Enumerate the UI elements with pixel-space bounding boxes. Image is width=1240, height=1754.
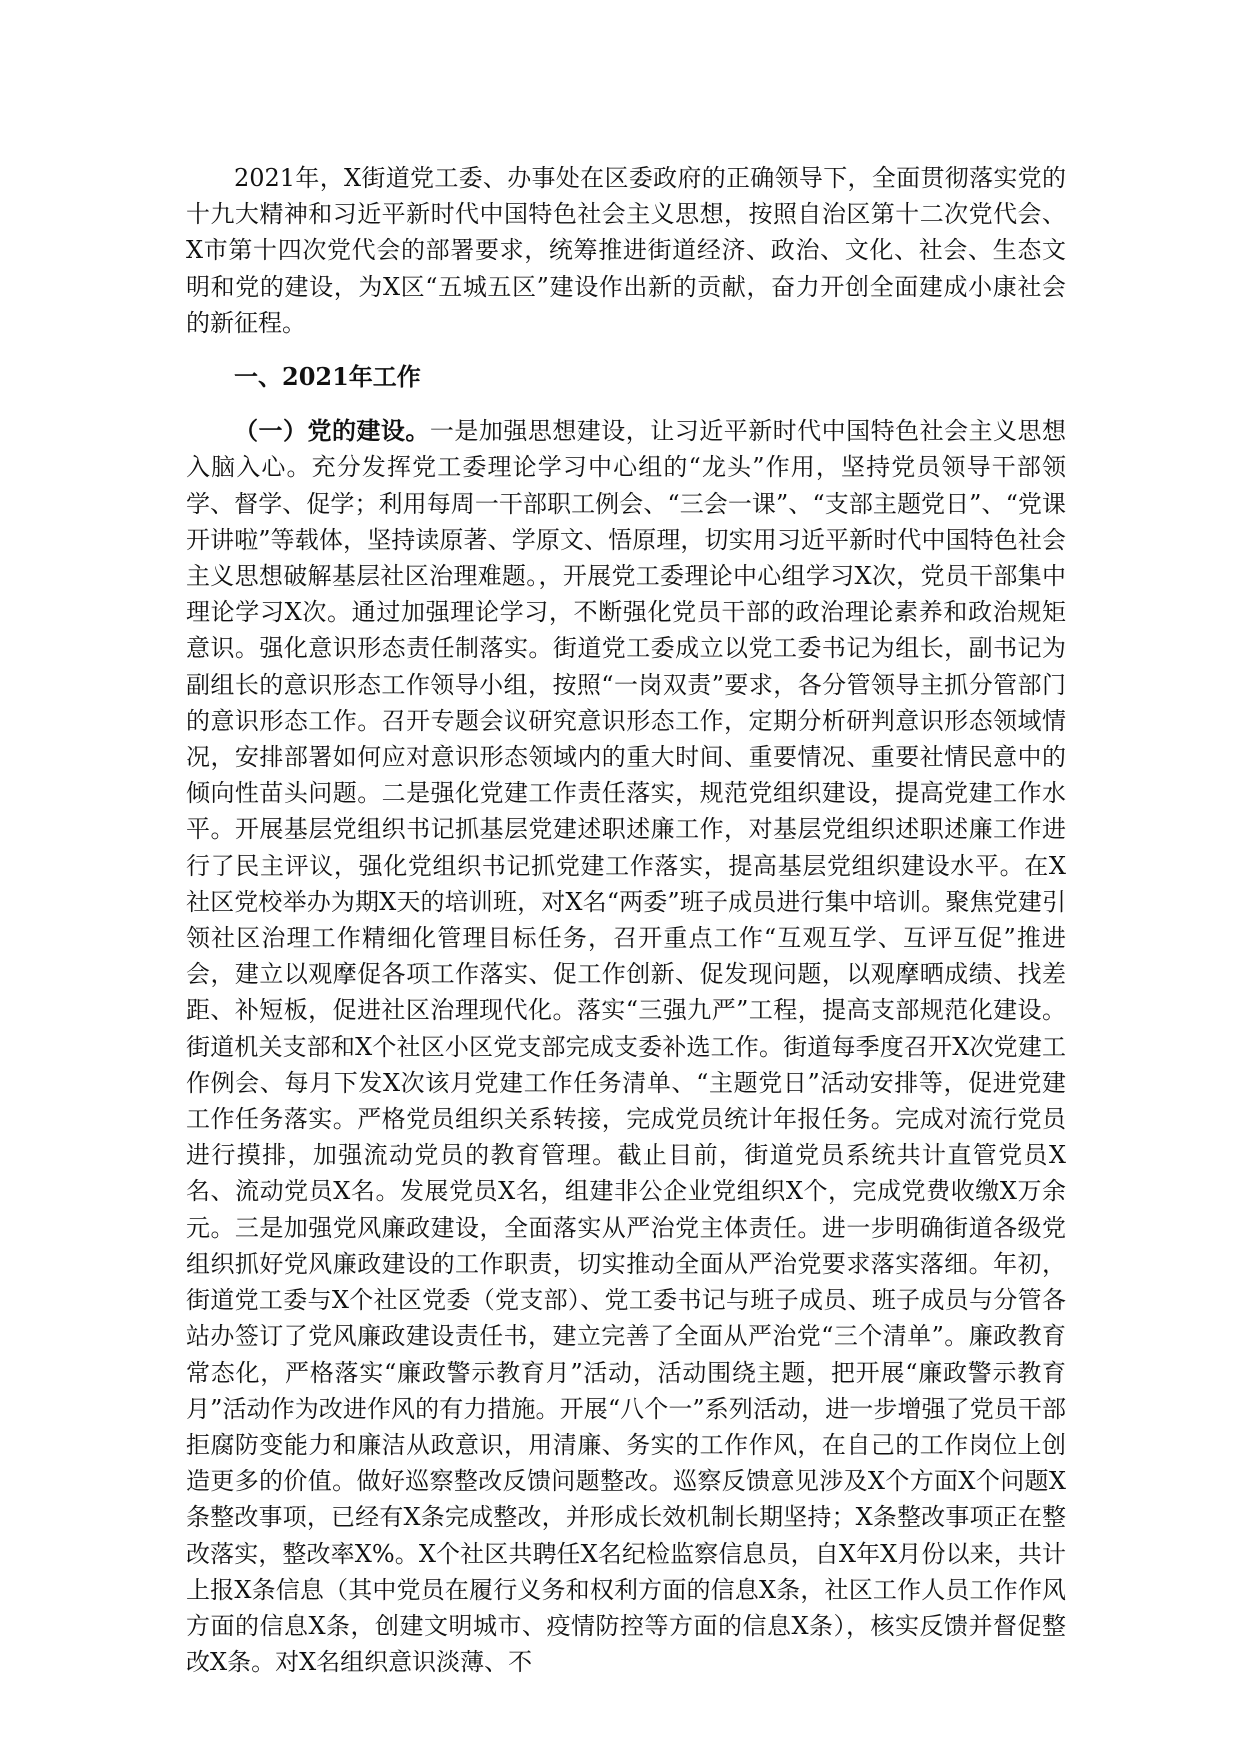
section-heading: 一、2021年工作 — [234, 362, 421, 392]
party-building-paragraph — [186, 413, 1066, 1680]
party-building-body: 一是加强思想建设，让习近平新时代中国特色社会主义思想入脑入心。充分发挥党工委理论学习中心组的“龙头”作用，坚持党员领导干部领学、督学、促学；利用每周一干部职工例会、“三会一课”、“支部主题党日”、“党课开讲啦”等载体，坚持读原著、学原文、悟原理，切实用习近平新时代中国特色社会主义思想破解基层社区治理难题。，开展党工委理论中心组学习X次，党员干部集中理论学习X次。通过加强理论学习，不断强化党员干部的政治理论素养和政治规矩意识。强化意识形态责任制落实。街道党工委成立以党工委书记为组长，副书记为副组长的意识形态工作领导小组，按照“一岗双责”要求，各分管领导主抓分管部门的意识形态工作。召开专题会议研究意识形态工作，定期分析研判意识形态领域情况，安排部署如何应对意识形态领域内的重大时间、重要情况、重要社情民意中的倾向性苗头问题。二是强化党建工作责任落实，规范党组织建设，提高党建工作水平。开展基层党组织书记抓基层党建述职述廉工作，对基层党组织述职述廉工作进行了民主评议，强化党组织书记抓党建工作落实，提高基层党组织建设水平。在X社区党校举办为期X天的培训班，对X名“两委”班子成员进行集中培训。聚焦党建引领社区治理工作精细化管理目标任务，召开重点工作“互观互学、互评互促”推进会，建立以观摩促各项工作落实、促工作创新、促发现问题，以观摩晒成绩、找差距、补短板，促进社区治理现代化。落实“三强九严”工程，提高支部规范化建设。街道机关支部和X个社区小区党支部完成支委补选工作。街道每季度召开X次党建工作例会、每月下发X次该月党建工作任务清单、“主题党日”活动安排等，促进党建工作任务落实。严格党员组织关系转接，完成党员统计年报任务。完成对流行党员进行摸排，加强流动党员的教育管理。截止目前，街道党员系统共计直管党员X名、流动党员X名。发展党员X名，组建非公企业党组织X个，完成党费收缴X万余元。三是加强党风廉政建设，全面落实从严治党主体责任。进一步明确街道各级党组织抓好党风廉政建设的工作职责，切实推动全面从严治党要求落实落细。年初，街道党工委与X个社区党委（党支部）、党工委书记与班子成员、班子成员与分管各站办签订了党风廉政建设责任书，建立完善了全面从严治党“三个清单”。廉政教育常态化，严格落实“廉政警示教育月”活动，活动围绕主题，把开展“廉政警示教育月”活动作为改进作风的有力措施。开展“八个一”系列活动，进一步增强了党员干部拒腐防变能力和廉洁从政意识，用清廉、务实的工作作风，在自己的工作岗位上创造更多的价值。做好巡察整改反馈问题整改。巡察反馈意见涉及X个方面X个问题X条整改事项，已经有X条完成整改，并形成长效机制长期坚持；X条整改事项正在整改落实，整改率X%。X个社区共聘任X名纪检监察信息员，自X年X月份以来，共计上报X条信息（其中党员在履行义务和权利方面的信息X条，社区工作人员工作作风方面的信息X条，创建文明城市、疫情防控等方面的信息X条），核实反馈并督促整改X条。对X名组织意识淡薄、不 — [186, 417, 1067, 1677]
intro-paragraph: 2021年，X街道党工委、办事处在区委政府的正确领导下，全面贯彻落实党的十九大精神和习近平新时代中国特色社会主义思想，按照自治区第十二次党代会、X市第十四次党代会的部署要求，统筹推进街道经济、政治、文化、社会、生态文明和党的建设，为X区“五城五区”建设作出新的贡献，奋力开创全面建成小康社会的新征程。 — [186, 164, 1066, 337]
document-page — [186, 160, 1066, 1680]
party-building-lead: （一）党的建设。 — [234, 416, 430, 446]
